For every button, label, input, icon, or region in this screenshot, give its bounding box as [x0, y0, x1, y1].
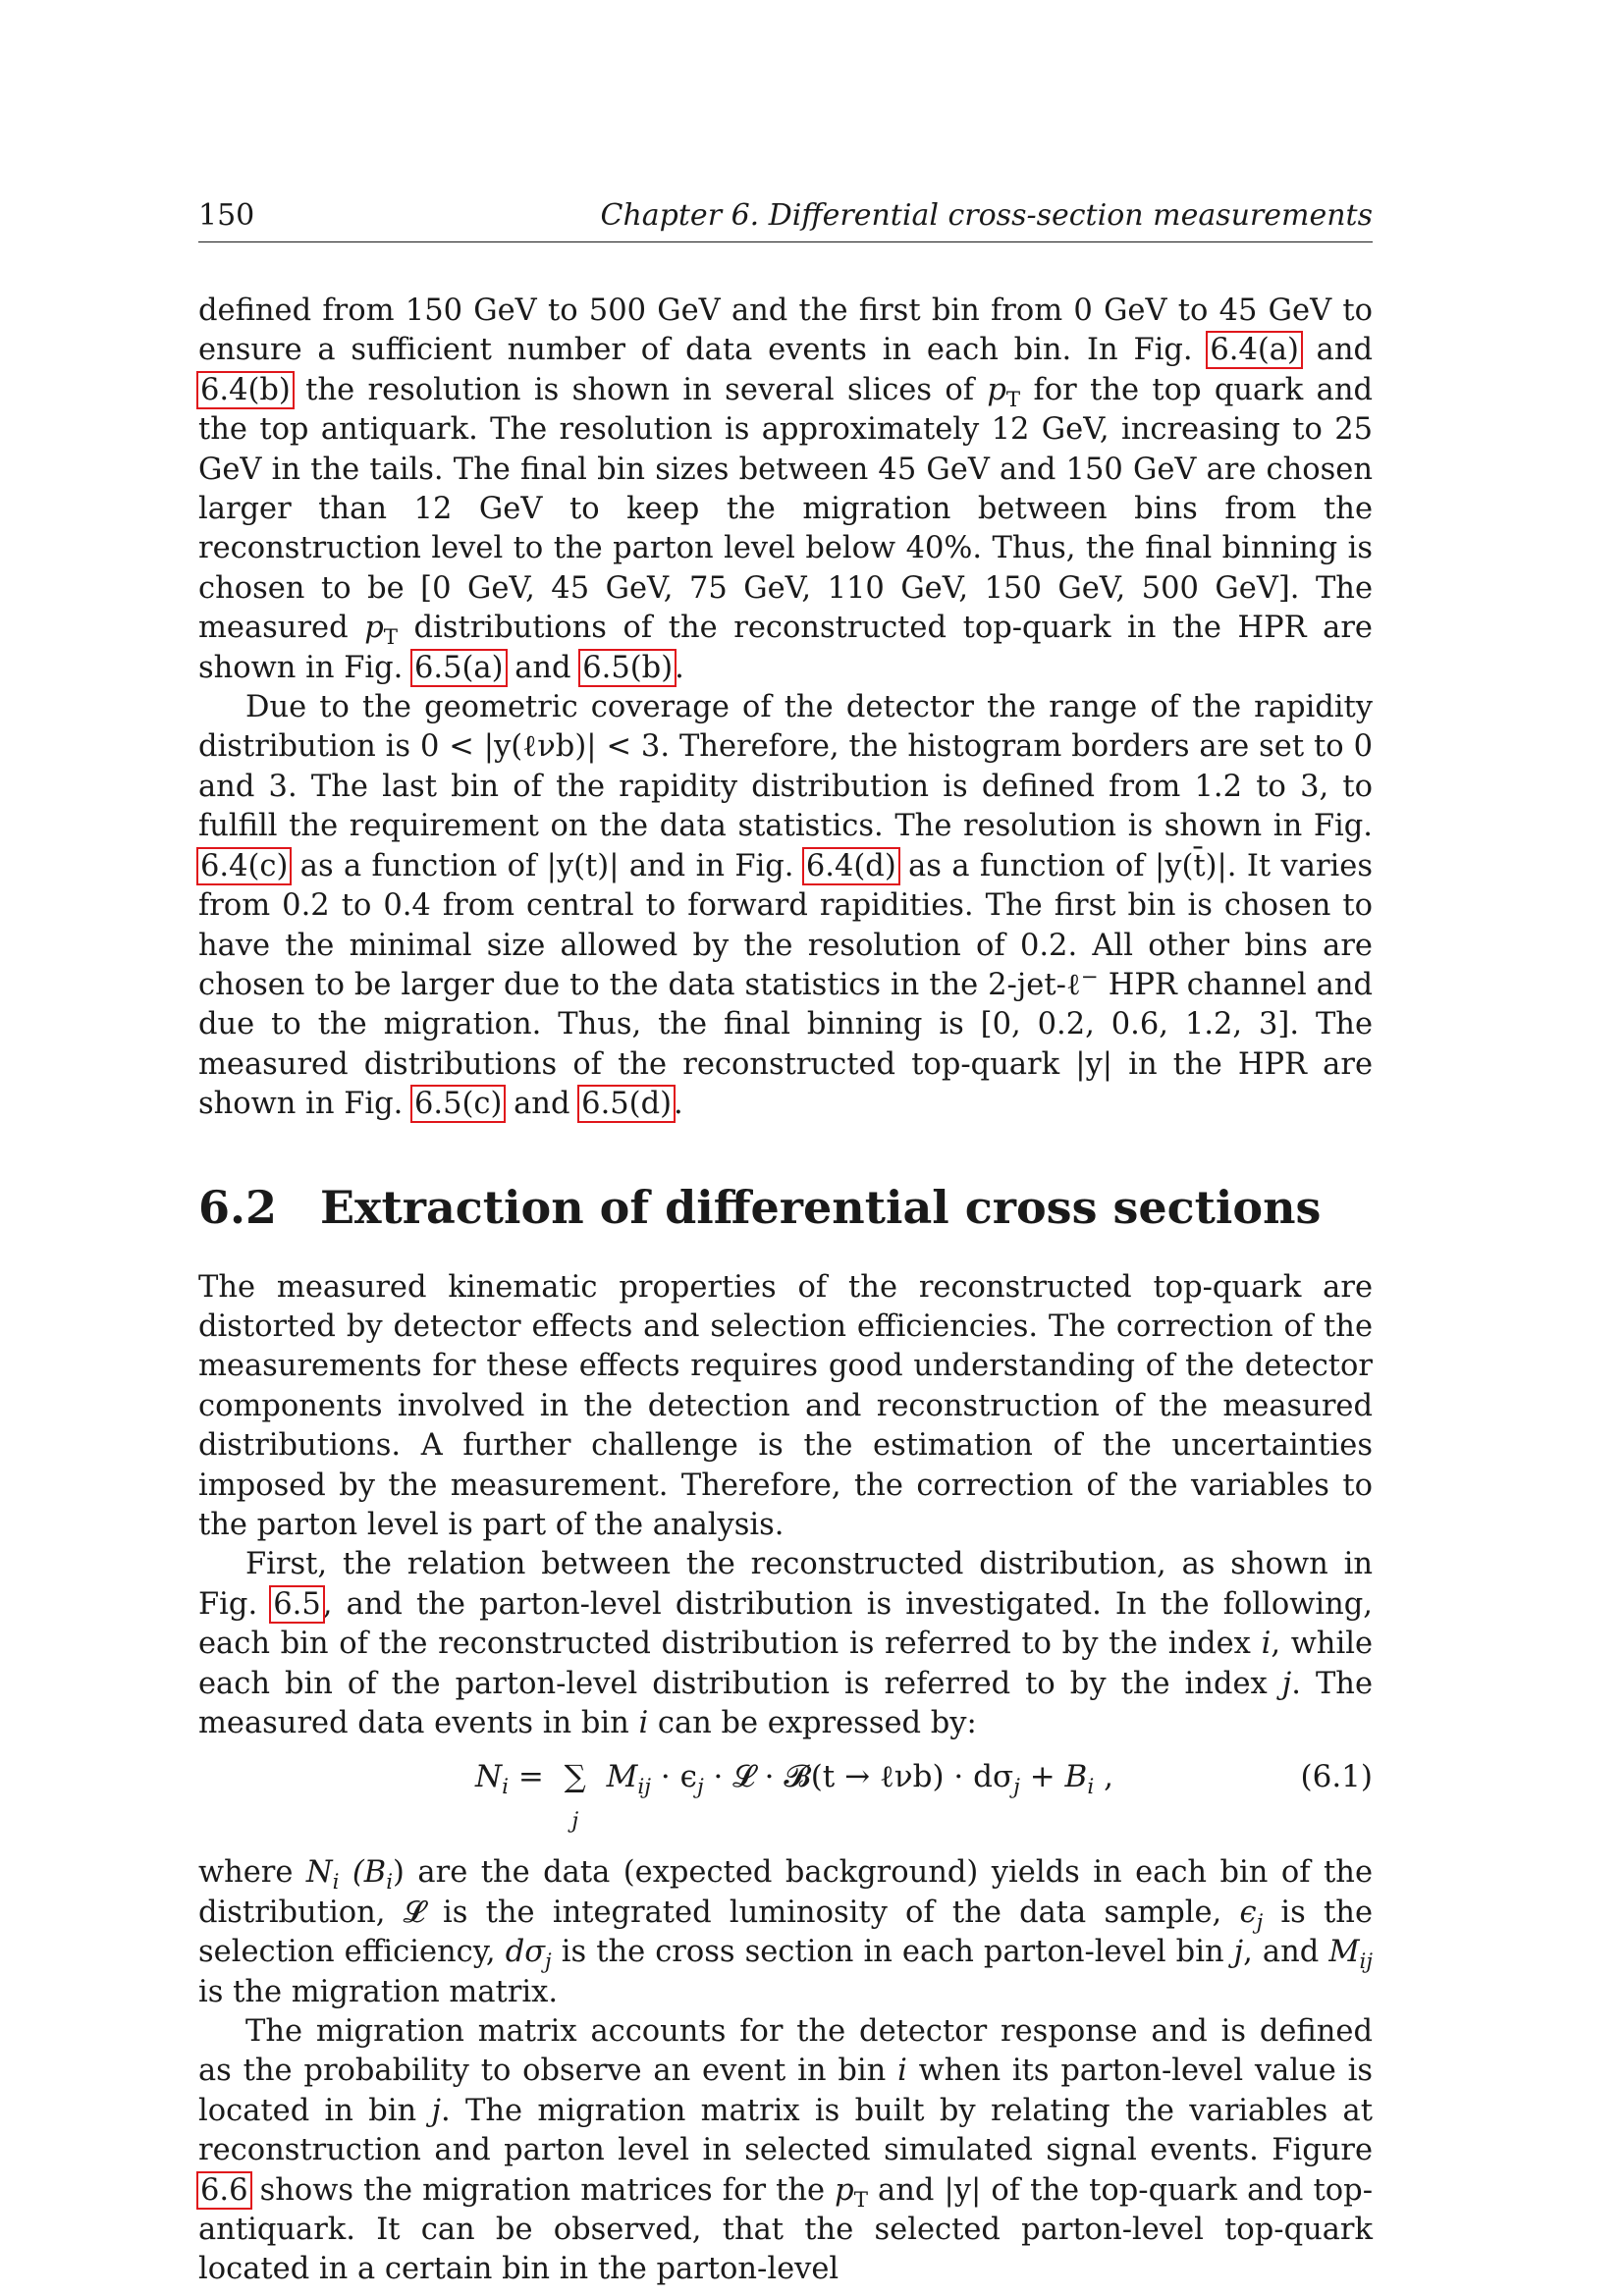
- paragraph-migration-matrix: The migration matrix accounts for the detector response and is defined as the probability to observe an event in bin i when its parton-level value is located in bin j. The migration matrix is built by relating the variables at reconstruction and parton level in selected simulated signal events. Figure 6.6 shows the migration matrices for the $p_T$ and |y| of the top-quark and top-antiquark. It can be observed, that the selected parton-level top-quark located in a certain bin in the parton-level: [198, 2014, 1373, 2287]
- sum-symbol: ∑ j: [564, 1759, 586, 1835]
- equation-formula: $N_i$ = ∑ j $M_{ij} \cdot \epsilon_j$ · 𝓛 · 𝓑(t → ℓνb) · $d\sigma_j + B_i$ ,: [475, 1759, 1113, 1835]
- paragraph-bin-relation: First, the relation between the reconstructed distribution, as shown in Fig. 6.5, and the parton-level distribution is investigated. In the following, each bin of the reconstructed distribution is referred to by the index i, while each bin of the parton-level distribution is referred to by the index j. The measured data events in bin i can be expressed by:: [198, 1547, 1373, 1740]
- figure-ref-6-5b[interactable]: 6.5(b): [582, 650, 674, 685]
- running-header: [198, 192, 1373, 242]
- equation-6-1: [198, 1747, 1373, 1849]
- paragraph-equation-terms: where $N_i$ $(B_i)$ are the data (expected background) yields in each bin of the distribution, 𝓛 is the integrated luminosity of the data sample, $\epsilon_j$ is the selection efficiency, $d\sigma_j$ is the cross section in each parton-level bin j, and $M_{ij}$ is the migration matrix.: [198, 1855, 1374, 2009]
- figure-ref-6-4b[interactable]: 6.4(b): [200, 372, 291, 407]
- figure-ref-6-5d[interactable]: 6.5(d): [581, 1087, 672, 1122]
- figure-ref-6-5c[interactable]: 6.5(c): [414, 1087, 503, 1122]
- figure-ref-6-6[interactable]: 6.6: [200, 2172, 248, 2208]
- equation-number: (6.1): [1300, 1759, 1373, 1795]
- figure-ref-6-5[interactable]: 6.5: [273, 1586, 321, 1622]
- figure-ref-6-4d[interactable]: 6.4(d): [805, 848, 896, 883]
- figure-ref-6-4a[interactable]: 6.4(a): [1210, 333, 1299, 368]
- paragraph-rapidity-binning: Due to the geometric coverage of the detector the range of the rapidity distribution is 0 < |y(ℓνb)| < 3. Therefore, the histogram borders are set to 0 and 3. The last bin of the rapidity distribution is defined from 1.2 to 3, to fulfill the requirement on the data statistics. The resolution is shown in Fig. 6.4(c) as a function of |y(t)| and in Fig. 6.4(d) as a function of |y(t̄)|. It varies from 0.2 to 0.4 from central to forward rapidities. The first bin is chosen to have the minimal size allowed by the resolution of 0.2. All other bins are chosen to be larger due to the data statistics in the 2-jet-ℓ− HPR channel and due to the migration. Thus, the final binning is [0, 0.2, 0.6, 1.2, 3]. The measured distributions of the reconstructed top-quark |y| in the HPR are shown in Fig. 6.5(c) and 6.5(d).: [198, 690, 1374, 1122]
- section-number: 6.2: [198, 1180, 278, 1234]
- chapter-title: Chapter 6. Differential cross-section measurements: [600, 198, 1373, 233]
- paragraph-pt-binning: defined from 150 GeV to 500 GeV and the first bin from 0 GeV to 45 GeV to ensure a sufficient number of data events in each bin. In Fig. 6.4(a) and 6.4(b) the resolution is shown in several slices of $p_T$ for the top quark and the top antiquark. The resolution is approximately 12 GeV, increasing to 25 GeV in the tails. The final bin sizes between 45 GeV and 150 GeV are chosen larger than 12 GeV to keep the migration between bins from the reconstruction level to the parton level below 40%. Thus, the final binning is chosen to be [0 GeV, 45 GeV, 75 GeV, 110 GeV, 150 GeV, 500 GeV]. The measured $p_T$ distributions of the reconstructed top-quark in the HPR are shown in Fig. 6.5(a) and 6.5(b).: [198, 294, 1373, 685]
- paper-page: [198, 192, 1373, 2290]
- figure-ref-6-4c[interactable]: 6.4(c): [200, 848, 289, 883]
- section-heading: [198, 1180, 1373, 1235]
- page-number: 150: [198, 198, 255, 233]
- section-title: Extraction of differential cross sections: [320, 1180, 1322, 1234]
- figure-ref-6-5a[interactable]: 6.5(a): [414, 650, 504, 685]
- paragraph-intro-unfolding: The measured kinematic properties of the reconstructed top-quark are distorted by detector effects and selection efficiencies. The correction of the measurements for these effects requires good understanding of the detector components involved in the detection and reconstruction of the measured distributions. A further challenge is the estimation of the uncertainties imposed by the measurement. Therefore, the correction of the variables to the parton level is part of the analysis.: [198, 1269, 1373, 1542]
- body-text: [198, 292, 1373, 2290]
